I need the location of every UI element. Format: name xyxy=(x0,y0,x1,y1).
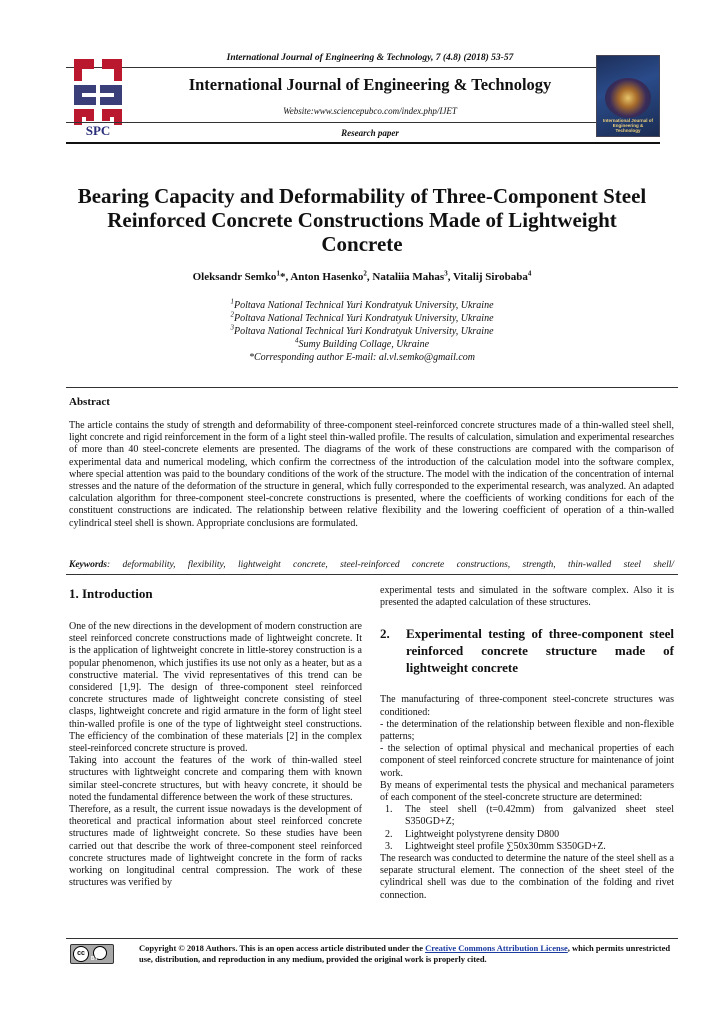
author-sep: , xyxy=(447,271,451,283)
right-column xyxy=(380,585,674,902)
journal-title: International Journal of Engineering & Technology xyxy=(188,75,552,94)
author-name: Anton Hasenko xyxy=(288,271,364,283)
keywords-label: Keywords xyxy=(69,560,107,570)
paper-title xyxy=(60,184,664,256)
by-label: BY xyxy=(91,956,98,962)
author-sup: 1 xyxy=(276,269,280,278)
author-name: Nataliia Mahas xyxy=(369,271,445,283)
spc-logo xyxy=(66,55,130,139)
paragraph: The manufacturing of three-component steel-concrete structures was conditioned: xyxy=(380,694,674,718)
left-column xyxy=(69,585,362,889)
header-divider xyxy=(66,67,660,68)
keywords-text: : deformability, flexibility, lightweight concrete, steel-reinforced concrete constructions, strength, thin-walled steel shell/ xyxy=(107,560,674,570)
affiliation: $^2$Poltava National Technical Yuri Kondratyuk University, Ukraine xyxy=(230,310,494,324)
abstract-divider xyxy=(66,387,678,388)
paragraph: Taking into account the features of the work of thin-walled steel structures with lightweight concrete and comparing them with known similar steel-concrete structures, but with heavy concrete, it should be noted the fundamental difference between the work of these structures. xyxy=(69,755,362,803)
cc-license-badge[interactable] xyxy=(70,944,114,964)
section-title: Experimental testing of three-component steel reinforced concrete structure made of lightweight concrete xyxy=(406,626,674,676)
affiliation: $^3$Poltava National Technical Yuri Kondratyuk University, Ukraine xyxy=(230,323,494,337)
header-divider-thick xyxy=(66,142,660,144)
abstract-heading: Abstract xyxy=(69,396,110,408)
logo-text: SPC xyxy=(85,123,111,138)
affiliations xyxy=(60,299,664,364)
paragraph: The research was conducted to determine the nature of the steel shell as a separate structural element. The connection of the sheet steel of the cylindrical shell was due to the combination of the folding and rivet connection. xyxy=(380,853,674,901)
cc-icon: cc xyxy=(73,946,89,962)
journal-cover-image xyxy=(596,55,660,137)
paragraph: One of the new directions in the development of modern construction are steel reinforced concrete constructions made of lightweight concrete. It is the application of lightweight concrete in little-storey construction is a popular phenomenon, which justifies its use not only as a heater, but as a constructive material. The vivid representatives of this trend can be considered [1,9]. The design of three-component steel reinforced concrete structures made of lightweight concrete consisting of steel clasps, lightweight concrete and rigid armature in the form of light steel thin-walled profile is one of the type of lightweight steel constructions. The efficiency of the combination of these materials [2] in the complex steel-reinforced concrete structure is proved. xyxy=(69,621,362,755)
list-item: - the selection of optimal physical and mechanical properties of each component of steel reinforced concrete structure for maintenance of joint work. xyxy=(380,743,674,779)
title-line: Bearing Capacity and Deformability of Three-Component Steel xyxy=(77,184,647,208)
title-line: Reinforced Concrete Constructions Made of Lightweight xyxy=(107,208,617,232)
keywords xyxy=(69,560,674,570)
journal-website[interactable]: Website:www.sciencepubco.com/index.php/IJET xyxy=(283,106,457,116)
list-item: 1. The steel shell (t=0.42mm) from galvanized sheet steel S350GD+Z; xyxy=(385,804,674,828)
section-heading xyxy=(380,625,674,676)
journal-citation: International Journal of Engineering & Technology, 7 (4.8) (2018) 53-57 xyxy=(226,53,514,63)
keywords-divider xyxy=(66,574,678,575)
header-divider xyxy=(66,122,660,123)
paragraph: experimental tests and simulated in the software complex. Also it is presented the adapted calculation of these structures. xyxy=(380,585,674,609)
corresponding-author[interactable]: *Corresponding author E-mail: al.vl.semko@gmail.com xyxy=(248,352,476,363)
author-sup: 3 xyxy=(444,269,448,278)
paragraph: By means of experimental tests the physical and mechanical parameters of each component of the steel-concrete structure are determined: xyxy=(380,779,674,804)
author-sep: , xyxy=(366,271,370,283)
author-sup: 4 xyxy=(527,269,532,278)
title-line: Concrete xyxy=(321,232,403,256)
paragraph: Therefore, as a result, the current issue nowadays is the development of theoretical and practical information about steel reinforced concrete structures made of lightweight concrete. So these studies have been carried out that describe the work of three-component steel reinforced concrete structures made of lightweight concrete in the form of racks working on longitudinal central compression. The work of these structures was verified by xyxy=(69,804,362,889)
cover-artwork xyxy=(605,78,651,118)
footer-divider xyxy=(66,938,678,939)
list-item: - the determination of the relationship between flexible and non-flexible patterns; xyxy=(380,718,674,743)
list-item: 2. Lightweight polystyrene density D800 xyxy=(385,828,560,840)
copyright-notice: Copyright © 2018 Authors. This is an open access article distributed under the Creative Commons Attribution License, which permits unrestricted use, distribution, and reproduction in any medium, provided the original work is properly cited. xyxy=(139,943,671,964)
section-heading: 1. Introduction xyxy=(69,586,153,601)
section-number: 2. xyxy=(380,626,390,642)
cover-title: International Journal of Engineering & Technology xyxy=(602,118,653,133)
abstract-body: The article contains the study of strength and deformability of three-component steel-reinforced concrete structures made of a thin-walled steel shell, light concrete and rigid reinforcement in the form of a light steel thin-walled profile. The results of calculation, simulation and experimental researches of more than 40 steel-concrete elements are presented. The diagrams of the work of these constructions are compared with the comparison of experimental data and numerical modeling, which confirm the correctness of the introduction of the calculation model into the software complex, where special attention was paid to the boundary conditions of the work of the structure. The model with the indication of the concentration of internal stresses and the nature of the deformation of the structure in general, which fully corresponded to the experimental research, was analyzed. An adapted calculation algorithm for three-component steel-concrete constructions is presented, where the coefficients of working conditions for each of the constituent constructions are indicated. The relationship between relative flexibility and the lowering coefficient of operation of a thin-walled cylindrical steel shell is shown. Appropriate conclusions are formulated. xyxy=(69,420,674,529)
paper-type: Research paper xyxy=(341,128,399,138)
affiliation: $^4$Sumy Building Collage, Ukraine xyxy=(294,336,430,350)
list-item: 3. Lightweight steel profile ∑50x30mm S350GD+Z. xyxy=(385,840,606,852)
author-sup: 2 xyxy=(363,269,367,278)
author-name: Vitalij Sirobaba xyxy=(450,271,528,283)
license-link[interactable]: Creative Commons Attribution License xyxy=(425,943,568,953)
author-list xyxy=(60,271,664,283)
author-name: Oleksandr Semko xyxy=(192,271,277,283)
affiliation: $^1$Poltava National Technical Yuri Kondratyuk University, Ukraine xyxy=(230,297,494,311)
author-mark: *, xyxy=(279,271,289,283)
